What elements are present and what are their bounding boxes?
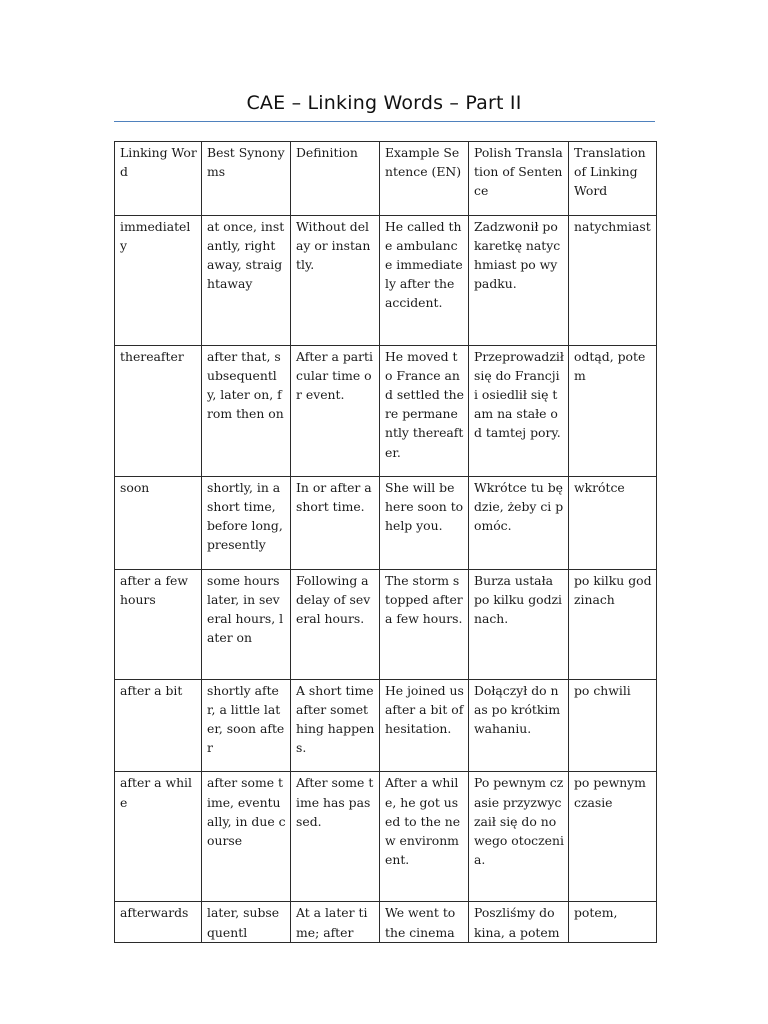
table-cell: Following a delay of several hours. xyxy=(291,569,380,679)
table-cell: po kilku godzinach xyxy=(569,569,657,679)
table-cell: After some time has passed. xyxy=(291,772,380,902)
table-cell: shortly after, a little later, soon after xyxy=(202,679,291,772)
table-cell: Po pewnym czasie przyzwyczaił się do nowego otoczenia. xyxy=(469,772,569,902)
table-row xyxy=(115,476,657,569)
header-cell: Definition xyxy=(291,142,380,216)
table-cell: later, subsequentl xyxy=(202,902,291,942)
table-row xyxy=(115,772,657,902)
table-row xyxy=(115,569,657,679)
table-cell: A short time after something happens. xyxy=(291,679,380,772)
table-cell: Wkrótce tu będzie, żeby ci pomóc. xyxy=(469,476,569,569)
table-cell: In or after a short time. xyxy=(291,476,380,569)
table-cell: after a bit xyxy=(115,679,202,772)
table-cell: After a particular time or event. xyxy=(291,345,380,476)
table-cell: After a while, he got used to the new environment. xyxy=(380,772,469,902)
header-cell: Polish Translation of Sentence xyxy=(469,142,569,216)
table-cell: Przeprowadził się do Francji i osiedlił się tam na stałe od tamtej pory. xyxy=(469,345,569,476)
linking-words-table xyxy=(114,141,657,943)
header-cell: Translation of Linking Word xyxy=(569,142,657,216)
table-cell: Dołączył do nas po krótkim wahaniu. xyxy=(469,679,569,772)
table-cell: Without delay or instantly. xyxy=(291,215,380,345)
table-cell: Burza ustała po kilku godzinach. xyxy=(469,569,569,679)
table-cell: after that, subsequently, later on, from then on xyxy=(202,345,291,476)
title-underline xyxy=(114,121,655,122)
header-cell: Linking Word xyxy=(115,142,202,216)
table-cell: shortly, in a short time, before long, presently xyxy=(202,476,291,569)
table-cell: thereafter xyxy=(115,345,202,476)
table-cell: soon xyxy=(115,476,202,569)
header-cell: Example Sentence (EN) xyxy=(380,142,469,216)
table-cell: after a while xyxy=(115,772,202,902)
table-cell: The storm stopped after a few hours. xyxy=(380,569,469,679)
table-cell: odtąd, potem xyxy=(569,345,657,476)
table-cell: He called the ambulance immediately after the accident. xyxy=(380,215,469,345)
page-title: CAE – Linking Words – Part II xyxy=(246,92,522,114)
table-cell: natychmiast xyxy=(569,215,657,345)
table-cell: Poszliśmy do kina, a potem xyxy=(469,902,569,942)
header-cell: Best Synonyms xyxy=(202,142,291,216)
table-cell: He moved to France and settled there permanently thereafter. xyxy=(380,345,469,476)
table-cell: potem, xyxy=(569,902,657,942)
table-cell: after a few hours xyxy=(115,569,202,679)
table-row xyxy=(115,679,657,772)
table-cell: po chwili xyxy=(569,679,657,772)
table-row xyxy=(115,215,657,345)
table-cell: immediately xyxy=(115,215,202,345)
table-cell: At a later time; after xyxy=(291,902,380,942)
table-cell: Zadzwonił po karetkę natychmiast po wypadku. xyxy=(469,215,569,345)
table-cell: afterwards xyxy=(115,902,202,942)
table-cell: He joined us after a bit of hesitation. xyxy=(380,679,469,772)
table-cell: after some time, eventually, in due course xyxy=(202,772,291,902)
table-cell: We went to the cinema xyxy=(380,902,469,942)
table-cell: at once, instantly, right away, straightaway xyxy=(202,215,291,345)
table-cell: wkrótce xyxy=(569,476,657,569)
table-row xyxy=(115,345,657,476)
table-cell: some hours later, in several hours, later on xyxy=(202,569,291,679)
table-row xyxy=(115,902,657,942)
table-cell: po pewnym czasie xyxy=(569,772,657,902)
table-header-row xyxy=(115,142,657,216)
table-cell: She will be here soon to help you. xyxy=(380,476,469,569)
